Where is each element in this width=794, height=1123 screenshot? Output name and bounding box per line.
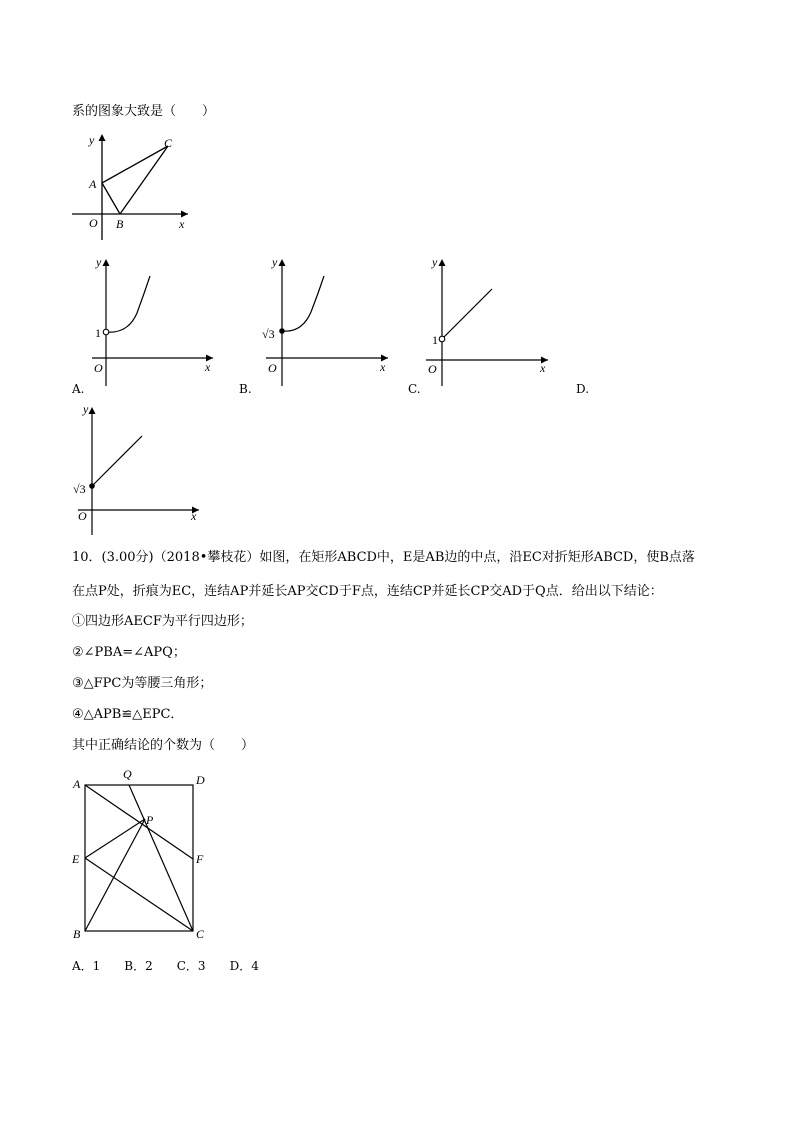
opt-d-x-label: x xyxy=(191,509,197,523)
q9-prompt-tail: 系的图象大致是（ ） xyxy=(72,104,216,119)
q10-line-1: 10．(3.00分)（2018•攀枝花）如图，在矩形ABCD中，E是AB边的中点，沿EC对折矩形ABCD，使B点落 xyxy=(72,550,695,565)
fig-label-d: D xyxy=(196,773,205,787)
opt-c-start-label: 1 xyxy=(432,333,438,347)
option-b-letter: B. xyxy=(239,382,252,396)
opt-c-y-label: y xyxy=(432,255,438,269)
main-y-label: y xyxy=(89,133,95,147)
opt-a-o-label: O xyxy=(94,361,103,375)
fig-label-e: E xyxy=(72,852,80,866)
main-x-label: x xyxy=(179,217,185,231)
q10-answer-choices: A．1 B．2 C．3 D．4 xyxy=(72,959,259,973)
option-a-graph xyxy=(64,255,214,380)
opt-c-x-label: x xyxy=(540,361,546,375)
main-b-label: B xyxy=(116,217,124,231)
q10-conclusion-1: ①四边形AECF为平行四边形； xyxy=(72,614,253,629)
q10-conclusion-4: ④△APB≌△EPC． xyxy=(72,707,184,722)
option-c-graph xyxy=(420,255,570,380)
q10-conclusion-2: ②∠PBA=∠APQ； xyxy=(72,645,186,660)
opt-a-y-label: y xyxy=(96,255,102,269)
opt-b-start-label: √3 xyxy=(262,327,275,341)
opt-d-start-label: √3 xyxy=(73,482,86,496)
option-d-letter: D. xyxy=(576,382,590,396)
fig-label-b: B xyxy=(73,927,81,941)
fig-label-q: Q xyxy=(123,767,132,781)
option-c-letter: C. xyxy=(408,382,421,396)
opt-b-o-label: O xyxy=(268,361,277,375)
opt-a-start-label: 1 xyxy=(95,326,101,340)
option-a-letter: A. xyxy=(72,382,85,396)
q9-main-figure xyxy=(68,130,198,240)
q10-rectangle-figure xyxy=(68,765,218,945)
opt-b-y-label: y xyxy=(272,255,278,269)
opt-c-o-label: O xyxy=(428,362,437,376)
main-c-label: C xyxy=(164,136,173,150)
fig-label-p: P xyxy=(146,813,154,827)
fig-label-f: F xyxy=(196,852,204,866)
option-b-graph xyxy=(254,255,404,380)
opt-d-o-label: O xyxy=(78,509,87,523)
q10-conclusion-3: ③△FPC为等腰三角形； xyxy=(72,676,213,691)
q10-question: 其中正确结论的个数为（ ） xyxy=(72,738,255,753)
opt-d-y-label: y xyxy=(83,402,89,416)
main-a-label: A xyxy=(89,177,97,191)
fig-label-a: A xyxy=(73,777,81,791)
main-o-label: O xyxy=(89,216,98,230)
option-d-graph xyxy=(64,400,214,540)
fig-label-c: C xyxy=(196,927,205,941)
q10-line-2: 在点P处，折痕为EC，连结AP并延长AP交CD于F点，连结CP并延长CP交AD于Q点．给出以下结论： xyxy=(72,584,663,599)
opt-a-x-label: x xyxy=(205,360,211,374)
opt-b-x-label: x xyxy=(380,360,386,374)
